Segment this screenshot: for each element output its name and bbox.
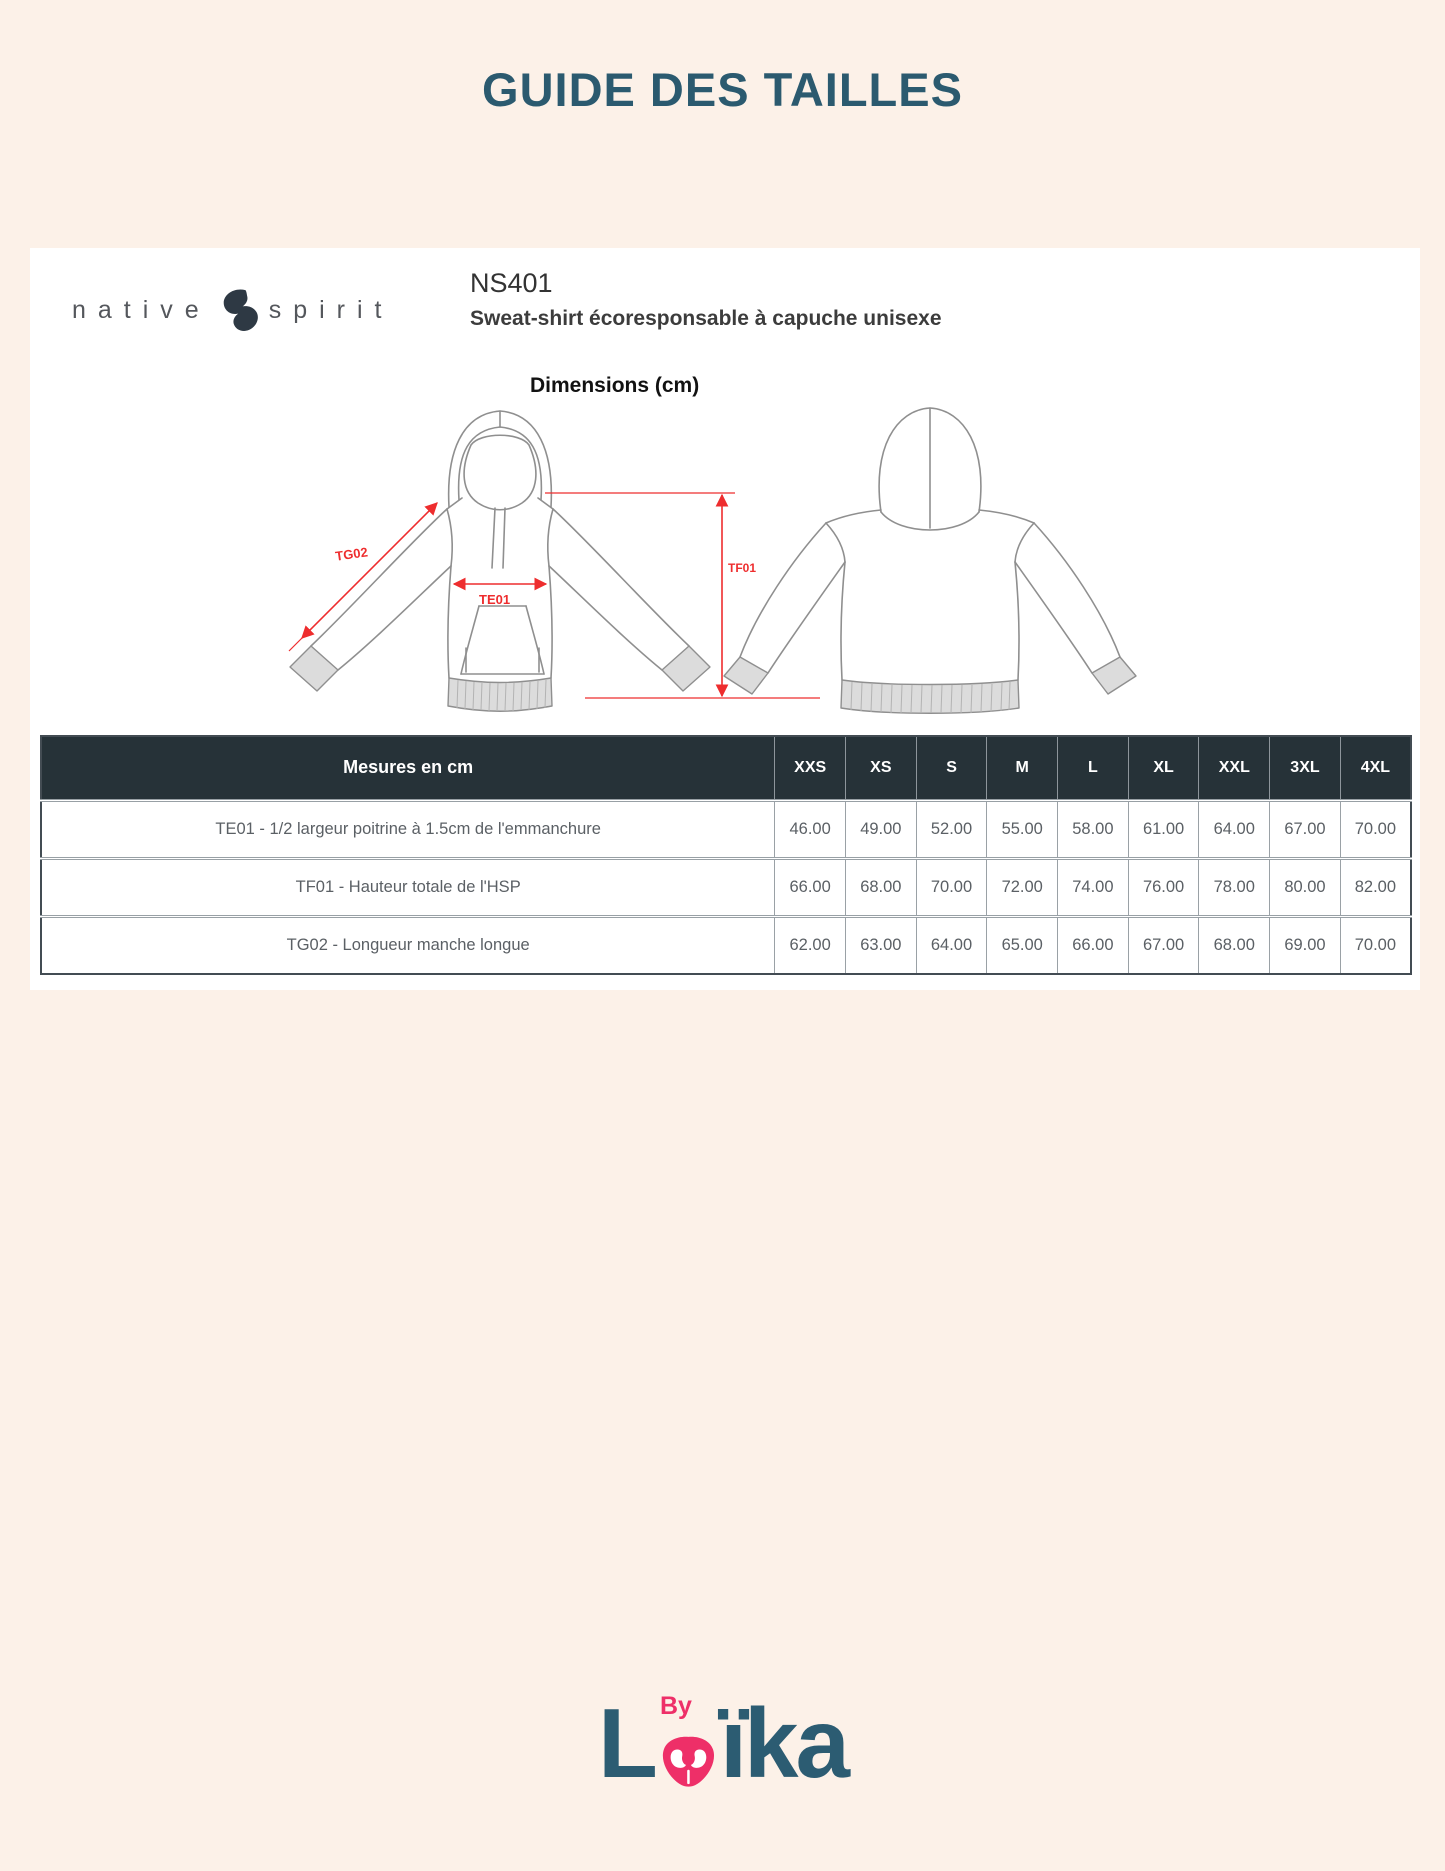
product-name: Sweat-shirt écoresponsable à capuche unisexe [470,307,942,330]
product-code: NS401 [470,268,553,298]
size-col-3xl: 3XL [1270,736,1341,800]
cell: 46.00 [775,800,846,858]
size-table-header-row [41,736,1411,800]
cell: 62.00 [775,916,846,974]
cell: 68.00 [846,858,917,916]
product-block [470,268,942,331]
table-row-te01 [41,800,1411,858]
dimensions-heading: Dimensions (cm) [530,374,700,397]
cell: 66.00 [775,858,846,916]
cell: 58.00 [1058,800,1129,858]
cell: 67.00 [1270,800,1341,858]
cell: 66.00 [1058,916,1129,974]
tg02-label: TG02 [334,544,369,564]
loika-nose-icon [655,1735,720,1792]
size-col-m: M [987,736,1058,800]
cell: 61.00 [1128,800,1199,858]
cell: 80.00 [1270,858,1341,916]
cell: 74.00 [1058,858,1129,916]
size-col-4xl: 4XL [1340,736,1411,800]
cell: 78.00 [1199,858,1270,916]
cell: 68.00 [1199,916,1270,974]
cell: 52.00 [916,800,987,858]
cell: 76.00 [1128,858,1199,916]
hoodie-back-view [724,408,1136,713]
cell: 70.00 [1340,800,1411,858]
table-row-tg02 [41,916,1411,974]
size-col-xxl: XXL [1199,736,1270,800]
loika-wordmark-ika: ïka [719,1688,848,1798]
loika-logo [597,1688,848,1798]
cell: 65.00 [987,916,1058,974]
row-label: TG02 - Longueur manche longue [41,916,775,974]
size-table [40,735,1412,975]
page-title: GUIDE DES TAILLES [482,63,963,116]
cell: 67.00 [1128,916,1199,974]
size-col-l: L [1058,736,1129,800]
cell: 63.00 [846,916,917,974]
native-spirit-logo-right: spirit [268,295,394,324]
native-spirit-icon [221,288,259,332]
size-guide-card [30,248,1420,990]
row-label: TE01 - 1/2 largeur poitrine à 1.5cm de l'emmanchure [41,800,775,858]
table-row-tf01 [41,858,1411,916]
hoodie-technical-drawing [200,405,1150,715]
cell: 70.00 [916,858,987,916]
cell: 82.00 [1340,858,1411,916]
cell: 49.00 [846,800,917,858]
cell: 64.00 [916,916,987,974]
size-col-xs: XS [846,736,917,800]
loika-by-label: By [659,1692,692,1720]
size-col-s: S [916,736,987,800]
tf01-label: TF01 [728,561,757,575]
te01-label: TE01 [479,592,511,607]
cell: 64.00 [1199,800,1270,858]
row-label: TF01 - Hauteur totale de l'HSP [41,858,775,916]
size-col-xxs: XXS [775,736,846,800]
cell: 72.00 [987,858,1058,916]
cell: 69.00 [1270,916,1341,974]
cell: 55.00 [987,800,1058,858]
native-spirit-logo [72,288,394,332]
cell: 70.00 [1340,916,1411,974]
native-spirit-logo-left: native [72,295,211,324]
size-col-xl: XL [1128,736,1199,800]
loika-wordmark-l: L [597,1688,655,1798]
table-header-measures: Mesures en cm [41,736,775,800]
